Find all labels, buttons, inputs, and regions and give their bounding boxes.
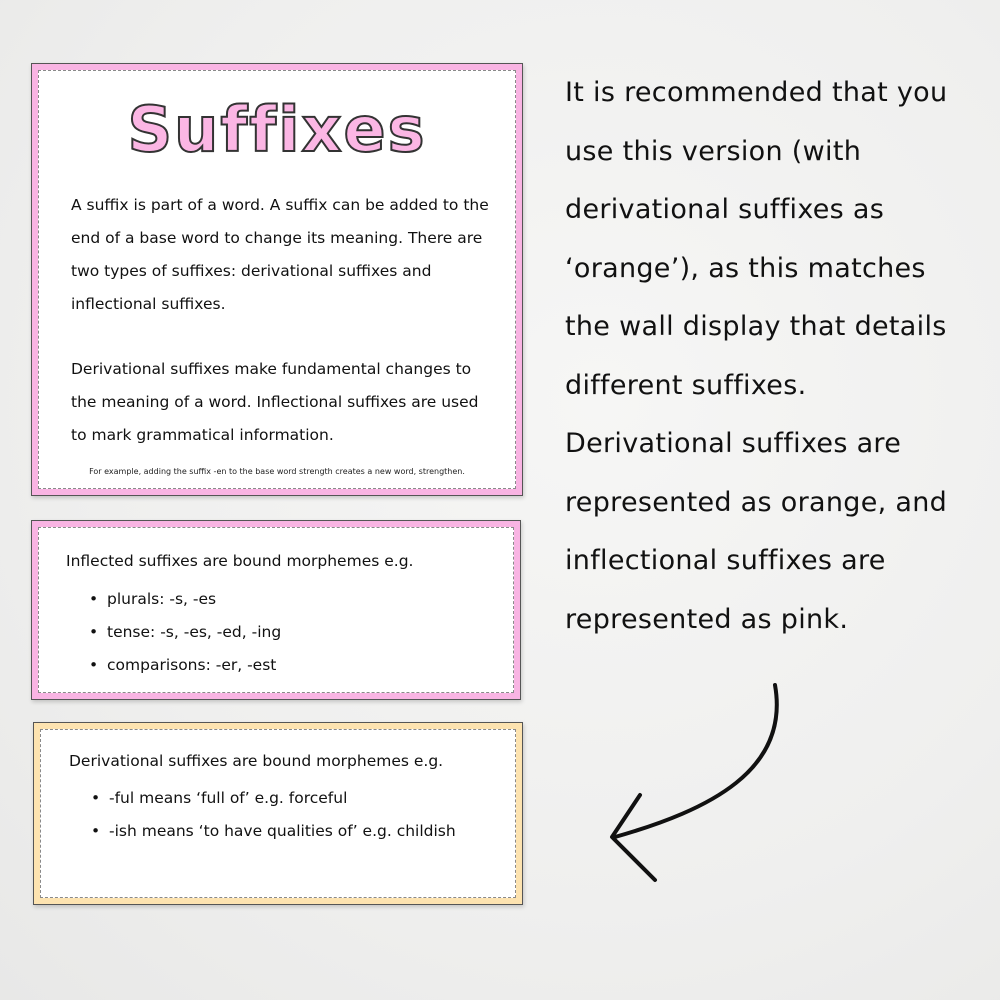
- definition-paragraph: A suffix is part of a word. A suffix can be added to the end of a base word to change its meaning. There are two types of suffixes: derivational suffixes and inflectional suffixes.: [71, 196, 489, 313]
- note-line: inflectional suffixes are: [565, 545, 886, 576]
- bullet-list: [89, 583, 281, 682]
- card-inner-panel: [38, 527, 514, 693]
- suffixes-definition-card: [31, 63, 523, 496]
- note-line: represented as orange, and: [565, 486, 948, 518]
- recommendation-note: [565, 64, 985, 649]
- card-inner-panel: [38, 70, 516, 489]
- inflectional-suffixes-card: [31, 520, 521, 700]
- note-line: It is recommended that you: [565, 77, 948, 108]
- example-footnote: For example, adding the suffix -en to the base word strength creates a new word, strengthen.: [89, 467, 465, 476]
- bullet-list: [91, 782, 456, 848]
- note-line: ‘orange’), as this matches: [565, 252, 926, 284]
- note-line: the wall display that details: [565, 311, 947, 342]
- card-heading: Inflected suffixes are bound morphemes e.g.: [66, 552, 414, 570]
- note-line: use this version (with: [565, 135, 862, 167]
- note-line: Derivational suffixes are: [565, 428, 902, 459]
- types-paragraph: Derivational suffixes make fundamental changes to the meaning of a word. Inflectional suffixes are used to mark grammatical information.: [71, 360, 479, 444]
- list-item: • -ful means ‘full of’ e.g. forceful: [91, 782, 456, 815]
- card-inner-panel: [40, 729, 516, 898]
- card-title: Suffixes: [127, 93, 427, 166]
- list-item: • tense: -s, -es, -ed, -ing: [89, 616, 281, 649]
- note-line: represented as pink.: [565, 603, 849, 635]
- list-item: • plurals: -s, -es: [89, 583, 281, 616]
- curved-arrow-icon: [600, 680, 800, 890]
- card-heading: Derivational suffixes are bound morphemes e.g.: [69, 752, 444, 770]
- derivational-suffixes-card: [33, 722, 523, 905]
- note-line: different suffixes.: [565, 369, 807, 401]
- list-item: • -ish means ‘to have qualities of’ e.g. childish: [91, 815, 456, 848]
- note-line: derivational suffixes as: [565, 194, 885, 225]
- list-item: • comparisons: -er, -est: [89, 649, 281, 682]
